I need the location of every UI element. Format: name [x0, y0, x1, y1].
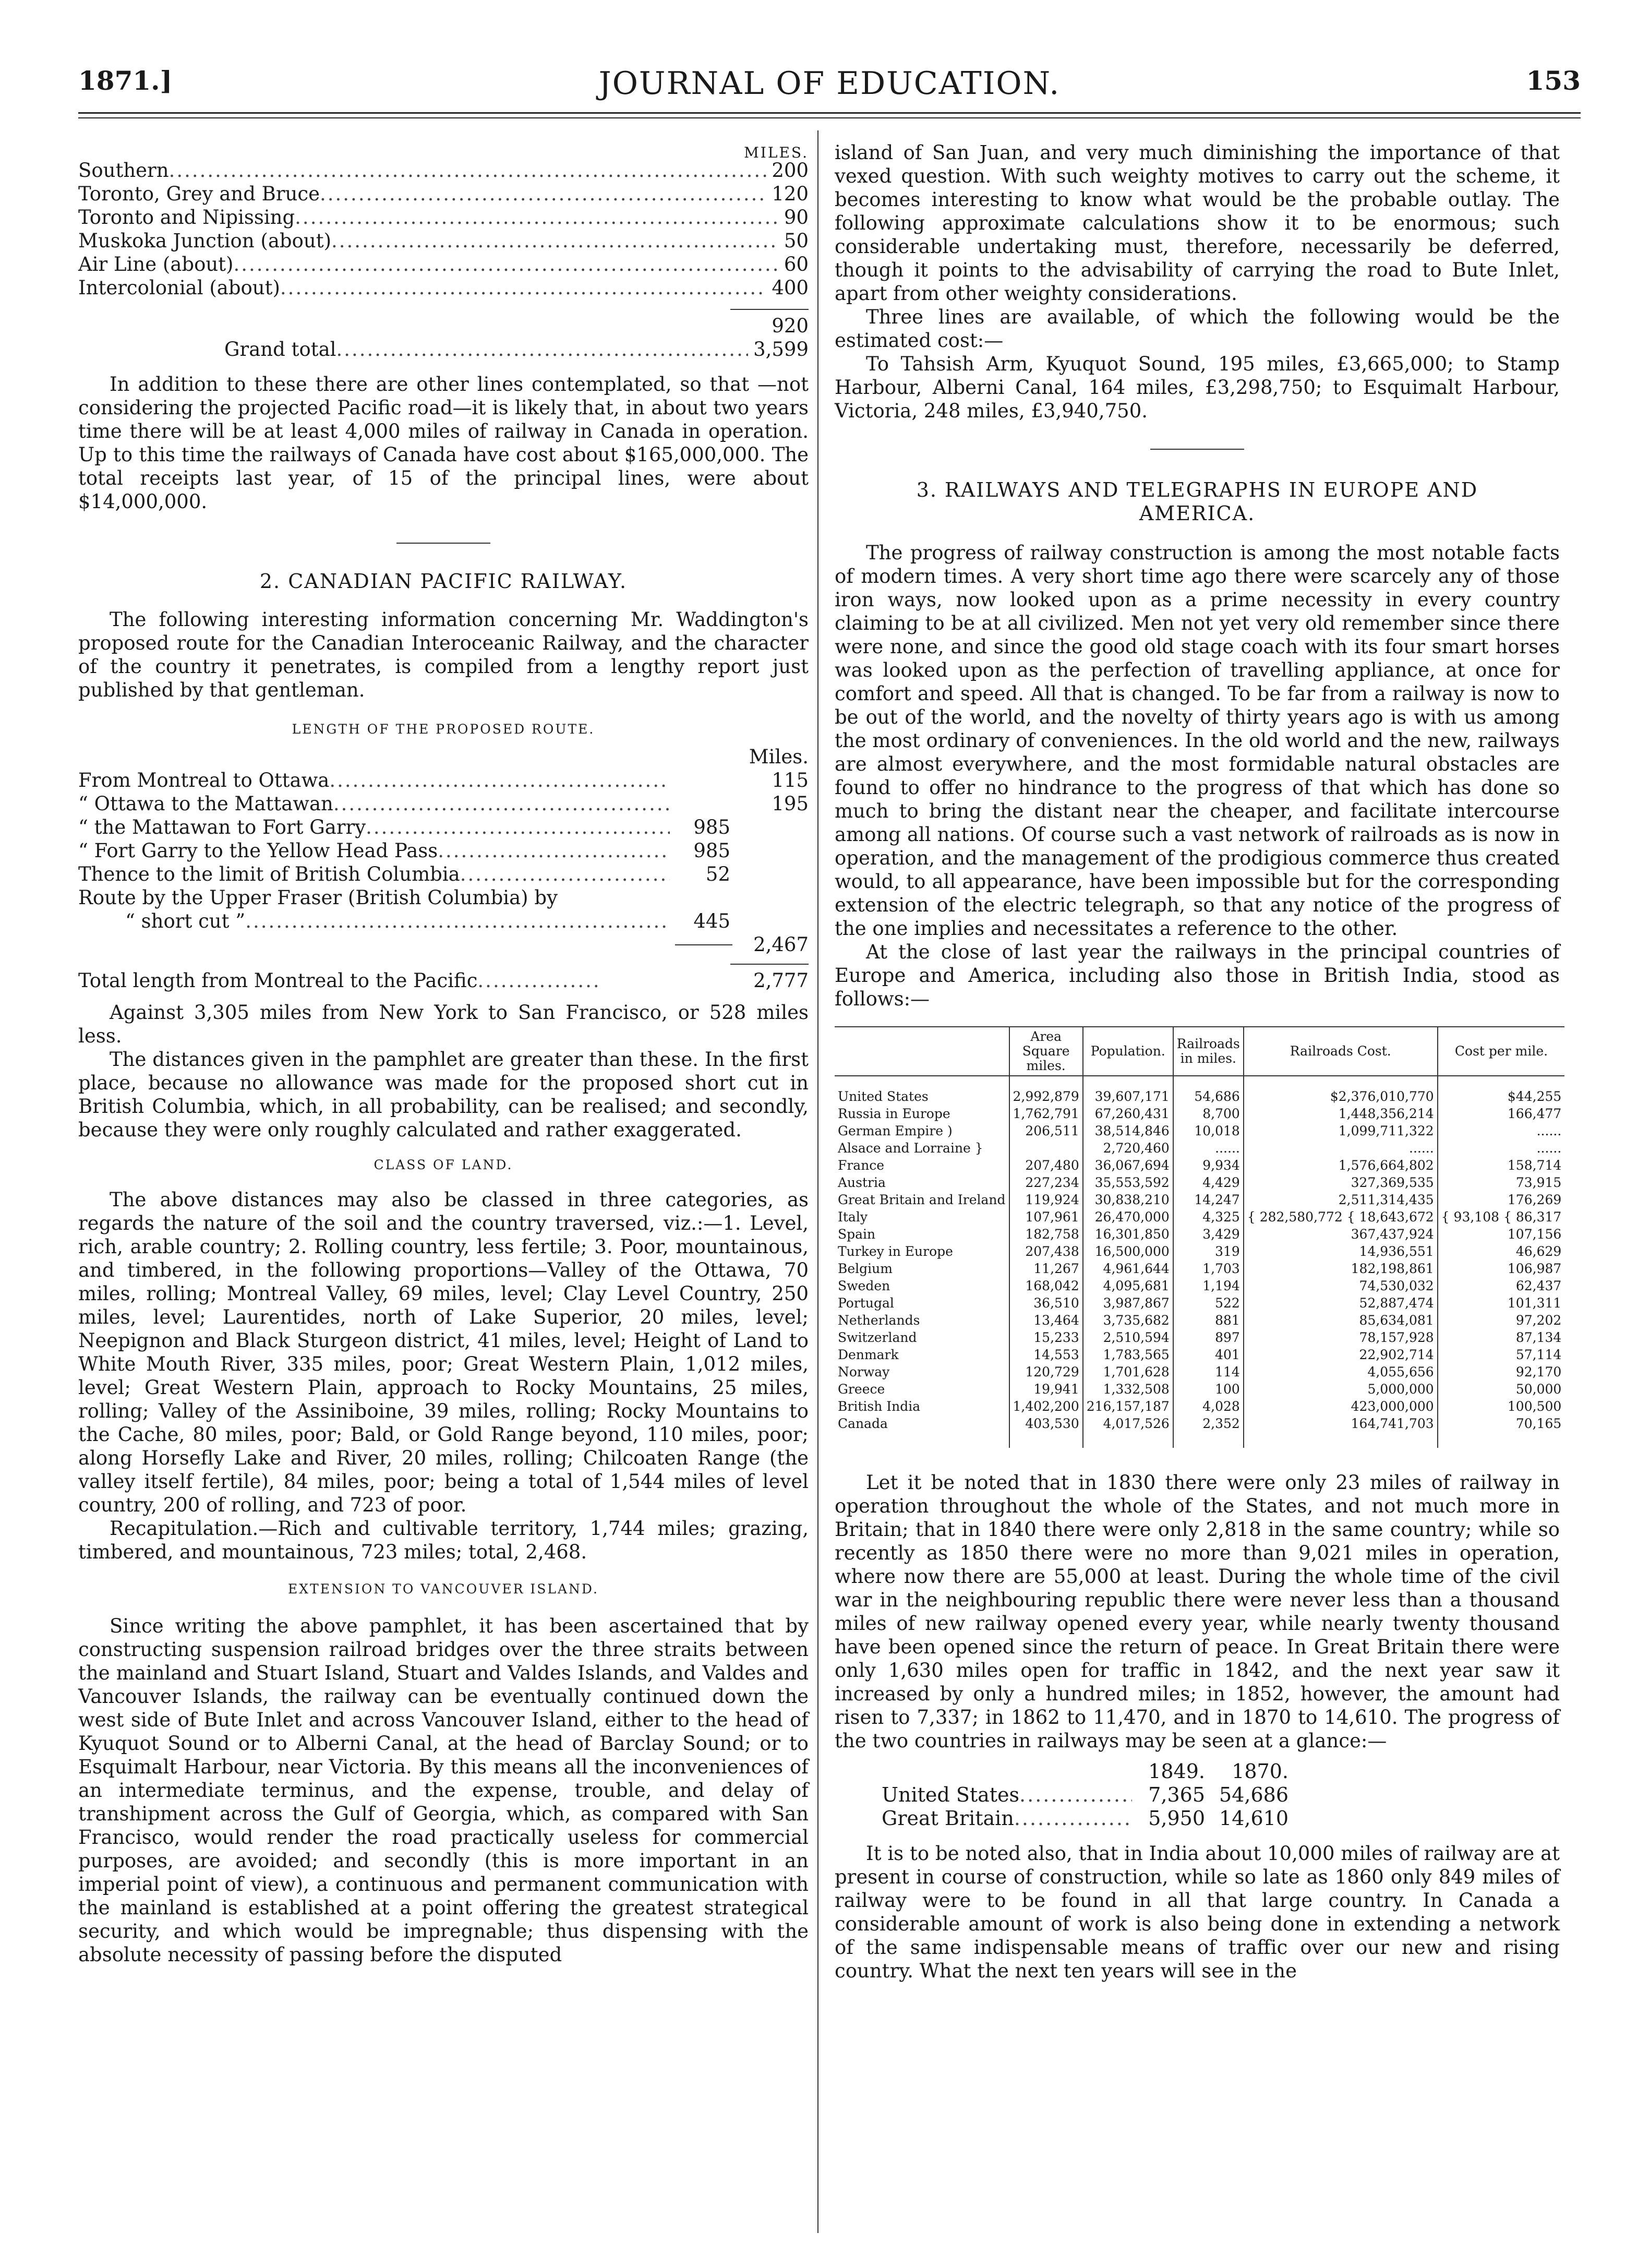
country-name: Austria — [838, 1175, 886, 1190]
grand-total-label: Grand total — [224, 338, 336, 361]
table-cell: 4,055,656 — [1244, 1363, 1438, 1381]
rail-line-miles: 50 — [784, 230, 809, 252]
table-cell: { 282,580,772 { 18,643,672 — [1244, 1208, 1438, 1226]
year-1849: 1849. — [1148, 1760, 1205, 1783]
grand-total-value: 3,599 — [753, 338, 809, 361]
rail-line-name: Intercolonial (about) — [78, 277, 280, 299]
page-header — [78, 65, 1581, 107]
header-double-rule — [78, 112, 1581, 118]
route-row-name: Thence to the limit of British Columbia — [78, 863, 460, 885]
table-header-cell: Cost per mile. — [1438, 1027, 1565, 1076]
table-row — [835, 1157, 1564, 1174]
compare-value: 5,950 — [1148, 1807, 1205, 1830]
table-cell: 120,729 — [1009, 1363, 1083, 1381]
rail-line-name: Air Line (about) — [78, 253, 234, 275]
country-name: German Empire ) — [838, 1123, 953, 1138]
compare-row-name: United States ..... — [882, 1783, 1132, 1807]
table-cell: $44,255 — [1438, 1076, 1565, 1105]
table-cell: 119,924 — [1009, 1191, 1083, 1208]
para-addition: In addition to these there are other lines contemplated, so that —not considering the projected Pacific road—it is likely that, in about two years time there will be at least 4,000 miles of railway in Canada in operation. Up to this time the railways of Canada have cost about $165,000,000. The total receipts last year, of 15 of the principal lines, were about $14,000,000. — [78, 373, 809, 513]
table-row — [835, 1381, 1564, 1398]
table-cell: 3,987,867 — [1083, 1294, 1173, 1312]
route-table — [78, 769, 809, 933]
table-cell: 14,247 — [1173, 1191, 1244, 1208]
table-cell: 70,165 — [1438, 1415, 1565, 1448]
route-row-name: “ short cut ” — [125, 910, 246, 932]
table-cell: 4,017,526 — [1083, 1415, 1173, 1448]
para-tahsish: To Tahsish Arm, Kyuquot Sound, 195 miles, £3,665,000; to Stamp Harbour, Alberni Canal, 164 miles, £3,298,750; to Esquimalt Harbour, Victoria, 248 miles, £3,940,750. — [835, 353, 1560, 422]
table-cell: 1,576,664,802 — [1244, 1157, 1438, 1174]
rail-line-row — [78, 206, 809, 229]
table-row — [835, 1398, 1564, 1415]
route-row-b: 115 — [772, 769, 809, 791]
table-cell: 14,553 — [1009, 1346, 1083, 1363]
country-name: United States — [838, 1089, 929, 1104]
table-cell: 1,783,565 — [1083, 1346, 1173, 1363]
column-divider — [817, 130, 818, 2233]
subtotal-rule — [730, 309, 809, 310]
table-cell: 4,095,681 — [1083, 1277, 1173, 1294]
right-column — [835, 141, 1560, 1983]
table-cell: 2,511,314,435 — [1244, 1191, 1438, 1208]
table-cell: 39,607,171 — [1083, 1076, 1173, 1105]
table-cell: 26,470,000 — [1083, 1208, 1173, 1226]
rail-lines-list — [78, 159, 809, 299]
table-cell: 3,735,682 — [1083, 1312, 1173, 1329]
table-cell: 4,429 — [1173, 1174, 1244, 1191]
table-cell: 319 — [1173, 1243, 1244, 1260]
table-cell: 36,067,694 — [1083, 1157, 1173, 1174]
route-subtotal-line — [78, 933, 809, 956]
section-rule — [1150, 449, 1244, 450]
route-row-name: “ Fort Garry to the Yellow Head Pass — [78, 839, 438, 862]
route-row — [78, 769, 809, 792]
table-cell: 158,714 — [1438, 1157, 1565, 1174]
table-row — [835, 1191, 1564, 1208]
table-cell: 3,429 — [1173, 1226, 1244, 1243]
route-row — [78, 862, 809, 886]
para-distances: The distances given in the pamphlet are greater than these. In the first place, because no allowance was made for the proposed short cut in British Columbia, which, in all probability, can be realised; and secondly, because they were only roughly calculated and rather exaggerated. — [78, 1048, 809, 1141]
table-cell: 1,194 — [1173, 1277, 1244, 1294]
route-row-name: From Montreal to Ottawa — [78, 769, 330, 791]
table-cell: 74,530,032 — [1244, 1277, 1438, 1294]
route-row-name: “ Ottawa to the Mattawan — [78, 793, 333, 815]
country-name: Norway — [838, 1364, 890, 1379]
table-cell: 1,402,200 — [1009, 1398, 1083, 1415]
table-cell: 10,018 — [1173, 1122, 1244, 1139]
rail-line-row — [78, 253, 809, 276]
table-cell: 216,157,187 — [1083, 1398, 1173, 1415]
table-cell: 50,000 — [1438, 1381, 1565, 1398]
country-name: France — [838, 1158, 885, 1173]
table-cell: 1,099,711,322 — [1244, 1122, 1438, 1139]
route-row — [78, 815, 809, 839]
table-cell: 52,887,474 — [1244, 1294, 1438, 1312]
rail-line-name: Toronto, Grey and Bruce — [78, 183, 320, 205]
table-cell: 106,987 — [1438, 1260, 1565, 1277]
table-cell: 423,000,000 — [1244, 1398, 1438, 1415]
para-extension: Since writing the above pamphlet, it has been ascertained that by constructing suspension railroad bridges over the three straits between the mainland and Stuart Island, Stuart and Valdes Islands, and Valdes and Vancouver Islands, the railway can be eventually continued down the west side of Bute Inlet and across Vancouver Island, either to the head of Kyuquot Sound or to Alberni Canal, at the head of Barclay Sound; or to Esquimalt Harbour, near Victoria. By this means all the inconveniences of an intermediate terminus, and the expense, trouble, and delay of transhipment across the Gulf of Georgia, which, as compared with San Francisco, would render the road practically useless for commercial purposes, are avoided; and secondly (this is more important in an imperial point of view), a continuous and permanent communication with the mainland is established at a point offering the greatest strategical security, and which would be impregnable; thus dispensing with the absolute necessity of passing before the disputed — [78, 1615, 809, 1966]
route-row — [78, 792, 809, 815]
route-subtotal: 2,467 — [753, 933, 809, 956]
table-row — [835, 1346, 1564, 1363]
table-row — [835, 1226, 1564, 1243]
table-row — [835, 1208, 1564, 1226]
left-column — [78, 141, 809, 1966]
table-cell: 401 — [1173, 1346, 1244, 1363]
table-cell: 1,762,791 — [1009, 1105, 1083, 1122]
table-cell: 101,311 — [1438, 1294, 1565, 1312]
table-cell: 1,701,628 — [1083, 1363, 1173, 1381]
table-cell: 5,000,000 — [1244, 1381, 1438, 1398]
route-row-name: Route by the Upper Fraser (British Columbia) by — [78, 886, 558, 909]
table-cell: 14,936,551 — [1244, 1243, 1438, 1260]
table-row — [835, 1415, 1564, 1448]
rail-line-miles: 400 — [772, 277, 809, 299]
comparison-table — [882, 1760, 1560, 1830]
route-heading: LENGTH OF THE PROPOSED ROUTE. — [292, 722, 595, 737]
table-cell: 206,511 — [1009, 1122, 1083, 1139]
rail-line-name: Toronto and Nipissing — [78, 206, 295, 229]
table-row — [835, 1139, 1564, 1157]
para-class: The above distances may also be classed in three categories, as regards the nature of the soil and the country traversed, viz.:—1. Level, rich, arable country; 2. Rolling country, less fertile; 3. Poor, mountainous, and timbered, in the following proportions—Valley of the Ottawa, 70 miles, rolling; Montreal Valley, 69 miles, level; Clay Level Country, 250 miles, level; Laurentides, north of Lake Superior, 20 miles, level; Neepignon and Black Sturgeon district, 41 miles, level; Height of Land to White Mouth River, 335 miles, poor; Great Western Plain, 1,012 miles, level; Great Western Plain, approach to Rocky Mountains, 25 miles, rolling; Valley of the Assiniboine, 39 miles, rolling; Rocky Mountains to the Cache, 80 miles, poor; Bald, or Gold Range beyond, 110 miles, poor; along Horsefly Lake and River, 20 miles, rolling; Chilcoaten Range (the valley itself fertile), 84 miles, poor; being a total of 1,544 miles of level country, 200 of rolling, and 723 of poor. — [78, 1189, 809, 1516]
country-name: Great Britain and Ireland — [838, 1192, 1006, 1207]
country-name: Canada — [838, 1416, 888, 1431]
rail-line-row — [78, 159, 809, 182]
table-cell: 207,480 — [1009, 1157, 1083, 1174]
country-name: Turkey in Europe — [838, 1244, 953, 1259]
route-row — [78, 886, 809, 909]
country-name: Netherlands — [838, 1313, 920, 1328]
table-cell: 30,838,210 — [1083, 1191, 1173, 1208]
table-cell: 2,510,594 — [1083, 1329, 1173, 1346]
table-cell: 11,267 — [1009, 1260, 1083, 1277]
section-2-title: 2. CANADIAN PACIFIC RAILWAY. — [259, 570, 628, 593]
rail-line-miles: 200 — [772, 159, 809, 182]
rail-line-name: Muskoka Junction (about) — [78, 230, 332, 252]
header-year: 1871.] — [78, 65, 173, 96]
table-cell: 1,703 — [1173, 1260, 1244, 1277]
table-cell: 57,114 — [1438, 1346, 1565, 1363]
rail-line-name: Southern — [78, 159, 169, 182]
table-cell: $2,376,010,770 — [1244, 1076, 1438, 1105]
table-cell: 16,500,000 — [1083, 1243, 1173, 1260]
table-cell: 15,233 — [1009, 1329, 1083, 1346]
table-header-cell: Area Square miles. — [1009, 1027, 1083, 1076]
table-body — [835, 1076, 1564, 1448]
para-following: The following interesting information concerning Mr. Waddington's proposed route for the Canadian Interoceanic Railway, and the character of the country it penetrates, is compiled from a lengthy report just published by that gentleman. — [78, 608, 809, 701]
table-cell: 78,157,928 — [1244, 1329, 1438, 1346]
rail-line-row — [78, 229, 809, 253]
route-row — [78, 839, 809, 862]
compare-value: 54,686 — [1219, 1783, 1288, 1806]
table-cell: 176,269 — [1438, 1191, 1565, 1208]
table-cell: 9,934 — [1173, 1157, 1244, 1174]
table-cell: 168,042 — [1009, 1277, 1083, 1294]
table-cell: 54,686 — [1173, 1076, 1244, 1105]
table-cell: 4,028 — [1173, 1398, 1244, 1415]
country-name: Russia in Europe — [838, 1106, 950, 1121]
table-header-cell — [835, 1027, 1009, 1076]
table-cell: 67,260,431 — [1083, 1105, 1173, 1122]
rail-line-miles: 60 — [784, 253, 809, 275]
country-name: Portugal — [838, 1295, 894, 1311]
country-name: British India — [838, 1399, 921, 1414]
table-cell: 367,437,924 — [1244, 1226, 1438, 1243]
table-row — [835, 1122, 1564, 1139]
table-cell: 100,500 — [1438, 1398, 1565, 1415]
table-cell: 97,202 — [1438, 1312, 1565, 1329]
table-cell: 207,438 — [1009, 1243, 1083, 1260]
table-cell — [1009, 1139, 1083, 1157]
route-row-a: 985 — [693, 839, 730, 862]
para-1830: Let it be noted that in 1830 there were only 23 miles of railway in operation throughout the whole of the States, and not much more in Britain; that in 1840 there were only 2,818 in the same country; while so recently as 1850 there were no more than 9,021 miles in operation, where now there are 55,000 at least. During the whole time of the civil war in the neighbouring republic there were never less than a thousand miles of new railway opened every year, while nearly twenty thousand have been opened since the return of peace. In Great Britain there were only 1,630 miles open for traffic in 1842, and the next year saw it increased by only a hundred miles; in 1852, however, the amount had risen to 7,337; in 1862 to 11,470, and in 1870 to 14,610. The progress of the two countries in railways may be seen at a glance:— — [835, 1471, 1560, 1752]
table-header-cell: Railroads Cost. — [1244, 1027, 1438, 1076]
table-cell: 114 — [1173, 1363, 1244, 1381]
route-row-a: 445 — [693, 910, 730, 932]
rail-line-row — [78, 182, 809, 206]
table-cell: 1,448,356,214 — [1244, 1105, 1438, 1122]
para-san-juan: island of San Juan, and very much diminishing the importance of that vexed question. With such weighty motives to carry out the scheme, it becomes interesting to know what would be the probable outlay. The following approximate calculations show it to be enormous; such considerable undertaking must, therefore, necessarily be deferred, though it points to the advisability of carrying the road to Bute Inlet, apart from other weighty considerations. — [835, 141, 1560, 305]
rail-subtotal: 920 — [772, 315, 809, 337]
table-row — [835, 1105, 1564, 1122]
section-3-title: 3. RAILWAYS AND TELEGRAPHS IN EUROPE AND AMERICA. — [916, 478, 1478, 525]
table-cell: 4,325 — [1173, 1208, 1244, 1226]
table-cell: 36,510 — [1009, 1294, 1083, 1312]
route-total-line — [78, 969, 809, 992]
table-cell: 327,369,535 — [1244, 1174, 1438, 1191]
route-total-value: 2,777 — [753, 969, 809, 992]
grand-total-line — [78, 338, 809, 361]
table-cell: 2,992,879 — [1009, 1076, 1083, 1105]
table-cell: 182,758 — [1009, 1226, 1083, 1243]
table-cell: 107,156 — [1438, 1226, 1565, 1243]
country-name: Greece — [838, 1382, 885, 1397]
table-cell: { 93,108 { 86,317 — [1438, 1208, 1565, 1226]
table-row — [835, 1329, 1564, 1346]
route-miles-head: Miles. — [749, 746, 809, 768]
class-heading: CLASS OF LAND. — [374, 1157, 513, 1172]
table-cell: 107,961 — [1009, 1208, 1083, 1226]
route-row-a: 985 — [693, 816, 730, 838]
miles-column-head: MILES. — [744, 144, 809, 161]
country-name: Belgium — [838, 1261, 893, 1276]
route-row-b: 195 — [772, 793, 809, 815]
table-cell: 92,170 — [1438, 1363, 1565, 1381]
table-cell: 38,514,846 — [1083, 1122, 1173, 1139]
route-row — [78, 909, 809, 933]
table-row — [835, 1174, 1564, 1191]
table-header-cell: Population. — [1083, 1027, 1173, 1076]
para-recap: Recapitulation.—Rich and cultivable territory, 1,744 miles; grazing, timbered, and mountainous, 723 miles; total, 2,468. — [78, 1517, 809, 1563]
country-name: Spain — [838, 1227, 876, 1242]
table-cell: 227,234 — [1009, 1174, 1083, 1191]
table-cell: 22,902,714 — [1244, 1346, 1438, 1363]
country-name: Switzerland — [838, 1330, 917, 1345]
para-india: It is to be noted also, that in India about 10,000 miles of railway are at present in course of construction, while so late as 1860 only 849 miles of railway were to be found in all that large country. In Canada a considerable amount of work is also being done in extending a network of the same indispensable means of traffic over our new and rising country. What the next ten years will see in the — [835, 1842, 1560, 1982]
table-cell: 35,553,592 — [1083, 1174, 1173, 1191]
table-cell: 13,464 — [1009, 1312, 1083, 1329]
table-row — [835, 1363, 1564, 1381]
table-row — [835, 1260, 1564, 1277]
compare-value: 14,610 — [1219, 1807, 1288, 1830]
year-1870: 1870. — [1232, 1760, 1288, 1783]
country-name: Italy — [838, 1209, 868, 1225]
extension-heading: EXTENSION TO VANCOUVER ISLAND. — [288, 1581, 599, 1597]
table-cell: 182,198,861 — [1244, 1260, 1438, 1277]
table-row — [835, 1312, 1564, 1329]
table-cell: 16,301,850 — [1083, 1226, 1173, 1243]
table-header-cell: Railroads in miles. — [1173, 1027, 1244, 1076]
para-against: Against 3,305 miles from New York to San Francisco, or 528 miles less. — [78, 1001, 809, 1047]
table-cell: ...... — [1173, 1139, 1244, 1157]
table-row — [835, 1243, 1564, 1260]
table-row — [835, 1076, 1564, 1105]
table-cell: ...... — [1438, 1122, 1565, 1139]
table-cell: 8,700 — [1173, 1105, 1244, 1122]
country-name: Sweden — [838, 1278, 890, 1293]
table-cell: 85,634,081 — [1244, 1312, 1438, 1329]
table-cell: 1,332,508 — [1083, 1381, 1173, 1398]
para-close: At the close of last year the railways in the principal countries of Europe and America, including also those in British India, stood as follows:— — [835, 941, 1560, 1010]
table-row — [835, 1294, 1564, 1312]
table-cell: 2,720,460 — [1083, 1139, 1173, 1157]
table-cell: ...... — [1438, 1139, 1565, 1157]
table-cell: 62,437 — [1438, 1277, 1565, 1294]
section-rule — [396, 543, 490, 544]
country-name: Denmark — [838, 1347, 899, 1362]
table-cell: 897 — [1173, 1329, 1244, 1346]
route-row-a: 52 — [705, 863, 730, 885]
para-progress: The progress of railway construction is among the most notable facts of modern times. A very short time ago there were scarcely any of those iron ways, now looked upon as a prime necessity in every country claiming to be at all civilized. Men not yet very old remember since there were none, and since the good old stage coach with its four smart horses was looked upon as the perfection of travelling appliance, at once for comfort and speed. All that is changed. To be far from a railway is now to be out of the world, and the novelty of thirty years ago is with us among the most ordinary of conveniences. In the old world and the new, railways are almost everywhere, and the most formidable natural obstacles are found to offer no hindrance to the progress of that which has done so much to bring the distant near the cheaper, and facilitate intercourse among all nations. Of course such a vast network of railroads as is now in operation, and the management of the prodigious commerce thus created would, to all appearance, have been impossible but for the corresponding extension of the electric telegraph, so that any notice of the progress of the one implies and necessitates a reference to the other. — [835, 542, 1560, 940]
compare-row-name: Great Britain ..... — [882, 1807, 1132, 1830]
para-three-lines: Three lines are available, of which the following would be the estimated cost:— — [835, 306, 1560, 352]
page-number: 153 — [1526, 65, 1581, 96]
railway-statistics-table — [835, 1026, 1564, 1448]
table-cell: ...... — [1244, 1139, 1438, 1157]
table-cell: 46,629 — [1438, 1243, 1565, 1260]
rail-line-miles: 120 — [772, 183, 809, 205]
table-cell: 403,530 — [1009, 1415, 1083, 1448]
rail-line-row — [78, 276, 809, 299]
compare-value: 7,365 — [1148, 1783, 1205, 1806]
table-header-row — [835, 1027, 1564, 1076]
route-row-name: “ the Mattawan to Fort Garry — [78, 816, 366, 838]
country-name: Alsace and Lorraine } — [838, 1141, 983, 1156]
table-cell: 2,352 — [1173, 1415, 1244, 1448]
table-cell: 19,941 — [1009, 1381, 1083, 1398]
table-cell: 100 — [1173, 1381, 1244, 1398]
table-cell: 164,741,703 — [1244, 1415, 1438, 1448]
table-cell: 166,477 — [1438, 1105, 1565, 1122]
table-row — [835, 1277, 1564, 1294]
table-cell: 73,915 — [1438, 1174, 1565, 1191]
table-cell: 87,134 — [1438, 1329, 1565, 1346]
rail-line-miles: 90 — [784, 206, 809, 229]
journal-title: JOURNAL OF EDUCATION. — [598, 65, 1061, 102]
table-cell: 522 — [1173, 1294, 1244, 1312]
table-cell: 881 — [1173, 1312, 1244, 1329]
table-cell: 4,961,644 — [1083, 1260, 1173, 1277]
route-total-label: Total length from Montreal to the Pacific — [78, 969, 478, 992]
